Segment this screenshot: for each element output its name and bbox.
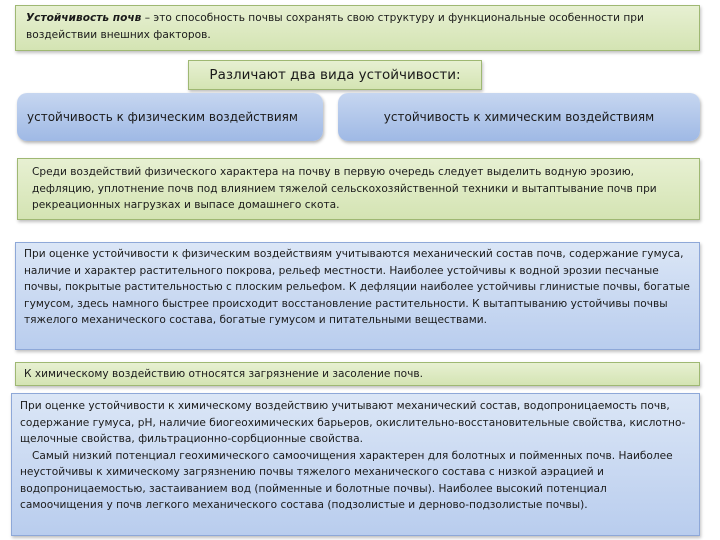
chemical-impacts-box	[15, 362, 700, 386]
definition-box	[15, 5, 700, 51]
types-heading	[188, 60, 482, 90]
physical-type-pill	[17, 93, 323, 141]
types-heading-text: Различают два вида устойчивости:	[209, 67, 461, 83]
chemical-impacts-text: К химическому воздействию относятся загрязнение и засоление почв.	[24, 368, 424, 380]
chemical-type-pill	[338, 93, 700, 141]
chemical-type-label: устойчивость к химическим воздействиям	[383, 110, 655, 124]
physical-assessment-text: При оценке устойчивости к физическим воздействиям учитываются механический состав почв, содержание гумуса, наличие и характер растительного покрова, рельеф местности. Наиболее устойчивы к водной эрозии песчаные почвы, покрытые растительностью с плоским рельефом. К дефляции наиболее устойчивы глинистые почвы, богатые гумусом, здесь намного быстрее происходит восстановление растительности. К вытаптыванию устойчивы почвы тяжелого механического состава, богатые гумусом и питательными веществами.	[24, 248, 690, 326]
chemical-assessment-text-1: При оценке устойчивости к химическому воздействию учитывают механический состав, водопроницаемость почв, содержание гумуса, pH, наличие биогеохимических барьеров, окислительно-восстановительные свойства, кислотно-щелочные свойства, фильтрационно-сорбционные свойства.	[20, 400, 686, 445]
definition-term: Устойчивость почв	[26, 12, 142, 24]
physical-impacts-box	[17, 158, 700, 220]
chemical-assessment-box	[11, 393, 700, 536]
physical-type-label: устойчивость к физическим воздействиям	[27, 110, 298, 124]
definition-text: – это способность почвы сохранять свою структуру и функциональные особенности при воздействии внешних факторов.	[26, 12, 644, 41]
physical-impacts-text: Среди воздействий физического характера на почву в первую очередь следует выделить водную эрозию, дефляцию, уплотнение почв под влиянием тяжелой сельскохозяйственной техники и вытаптывание почв при рекреационных нагрузках и выпасе домашнего скота.	[32, 166, 657, 211]
physical-assessment-box	[15, 242, 700, 350]
chemical-assessment-text-2: Самый низкий потенциал геохимического самоочищения характерен для болотных и пойменных почв. Наиболее неустойчивы к химическому загрязнению почвы тяжелого механического состава с низкой аэрацией и водопроницаемостью, застаиванием вод (пойменные и болотные почвы). Наиболее высокий потенциал самоочищения у почв легкого механического состава (подзолистые и дерново-подзолистые почвы).	[20, 449, 673, 511]
